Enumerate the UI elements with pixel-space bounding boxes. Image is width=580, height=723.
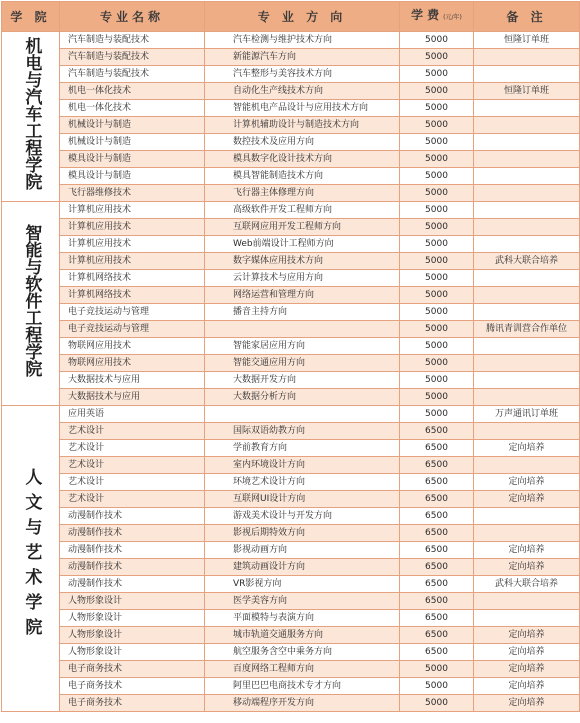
- header-fee: [400, 2, 474, 32]
- note-cell: [474, 117, 580, 134]
- table-header-row: [2, 2, 580, 32]
- dir-cell: 智能家居应用方向: [205, 338, 400, 355]
- table-row: [2, 287, 580, 304]
- fee-cell: 5000: [400, 66, 474, 83]
- fee-cell: 6500: [400, 525, 474, 542]
- table-row: [2, 542, 580, 559]
- fee-cell: 5000: [400, 202, 474, 219]
- major-cell: 机械设计与制造: [60, 134, 205, 151]
- fee-cell: 6500: [400, 610, 474, 627]
- major-cell: 计算机应用技术: [60, 219, 205, 236]
- table-row: [2, 406, 580, 423]
- major-cell: 计算机应用技术: [60, 236, 205, 253]
- dir-cell: 国际双语幼教方向: [205, 423, 400, 440]
- major-cell: 电子竞技运动与管理: [60, 304, 205, 321]
- table-row: [2, 338, 580, 355]
- table-row: [2, 389, 580, 406]
- note-cell: [474, 202, 580, 219]
- dir-cell: 移动端程序开发方向: [205, 695, 400, 712]
- major-cell: 艺术设计: [60, 474, 205, 491]
- dir-cell: 云计算技术与应用方向: [205, 270, 400, 287]
- note-cell: 恒隆订单班: [474, 32, 580, 49]
- major-cell: 模具设计与制造: [60, 168, 205, 185]
- table-body: [2, 32, 580, 712]
- note-cell: 定向培养: [474, 678, 580, 695]
- table-row: [2, 474, 580, 491]
- table-row: [2, 321, 580, 338]
- note-cell: [474, 287, 580, 304]
- major-cell: 电子商务技术: [60, 661, 205, 678]
- college-name: 人文与艺术学院: [21, 468, 42, 643]
- table-row: [2, 49, 580, 66]
- header-fee-unit: (元/年): [443, 14, 462, 21]
- dir-cell: 阿里巴巴电商技术专才方向: [205, 678, 400, 695]
- fee-cell: 5000: [400, 185, 474, 202]
- table-row: [2, 253, 580, 270]
- note-cell: [474, 423, 580, 440]
- table-row: [2, 151, 580, 168]
- note-cell: [474, 270, 580, 287]
- note-cell: 定向培养: [474, 440, 580, 457]
- table-row: [2, 661, 580, 678]
- dir-cell: VR影视方向: [205, 576, 400, 593]
- major-cell: 应用英语: [60, 406, 205, 423]
- major-cell: 艺术设计: [60, 457, 205, 474]
- dir-cell: [205, 406, 400, 423]
- dir-cell: 影视动画方向: [205, 542, 400, 559]
- fee-cell: 5000: [400, 49, 474, 66]
- fee-cell: 6500: [400, 457, 474, 474]
- major-cell: 艺术设计: [60, 440, 205, 457]
- fee-cell: 5000: [400, 287, 474, 304]
- note-cell: 定向培养: [474, 491, 580, 508]
- dir-cell: 互联网应用开发工程师方向: [205, 219, 400, 236]
- dir-cell: 环境艺术设计方向: [205, 474, 400, 491]
- fee-cell: 6500: [400, 627, 474, 644]
- table-row: [2, 559, 580, 576]
- major-cell: 人物形象设计: [60, 610, 205, 627]
- major-cell: 动漫制作技术: [60, 559, 205, 576]
- note-cell: [474, 355, 580, 372]
- table-row: [2, 457, 580, 474]
- fee-cell: 5000: [400, 304, 474, 321]
- table-row: [2, 117, 580, 134]
- note-cell: [474, 610, 580, 627]
- fee-cell: 5000: [400, 321, 474, 338]
- major-cell: 计算机应用技术: [60, 202, 205, 219]
- dir-cell: 学前教育方向: [205, 440, 400, 457]
- major-cell: 动漫制作技术: [60, 525, 205, 542]
- note-cell: 武科大联合培养: [474, 576, 580, 593]
- major-cell: 人物形象设计: [60, 644, 205, 661]
- dir-cell: 计算机辅助设计与制造技术方向: [205, 117, 400, 134]
- major-cell: 艺术设计: [60, 423, 205, 440]
- major-cell: 机电一体化技术: [60, 83, 205, 100]
- dir-cell: 网络运营和管理方向: [205, 287, 400, 304]
- fee-cell: 6500: [400, 491, 474, 508]
- dir-cell: 智能机电产品设计与应用技术方向: [205, 100, 400, 117]
- fee-cell: 5000: [400, 678, 474, 695]
- fee-cell: 6500: [400, 423, 474, 440]
- major-cell: 计算机网络技术: [60, 270, 205, 287]
- fee-cell: 6500: [400, 593, 474, 610]
- college-name: 机电与汽车工程学院: [21, 37, 42, 190]
- dir-cell: 高级软件开发工程师方向: [205, 202, 400, 219]
- dir-cell: 数控技术及应用方向: [205, 134, 400, 151]
- header-fee-label: 学费: [411, 8, 444, 22]
- fee-cell: 5000: [400, 661, 474, 678]
- fee-cell: 6500: [400, 576, 474, 593]
- dir-cell: 平面模特与表演方向: [205, 610, 400, 627]
- fee-cell: 5000: [400, 219, 474, 236]
- dir-cell: 游戏美术设计与开发方向: [205, 508, 400, 525]
- note-cell: [474, 100, 580, 117]
- fee-cell: 6500: [400, 474, 474, 491]
- college-name: 智能与软件工程学院: [21, 224, 42, 377]
- table-row: [2, 423, 580, 440]
- note-cell: [474, 457, 580, 474]
- note-cell: 定向培养: [474, 559, 580, 576]
- major-cell: 物联网应用技术: [60, 355, 205, 372]
- fee-cell: 6500: [400, 508, 474, 525]
- college-name-cell: [2, 202, 60, 406]
- table-row: [2, 168, 580, 185]
- major-cell: 电子商务技术: [60, 695, 205, 712]
- fee-cell: 5000: [400, 134, 474, 151]
- dir-cell: 模具智能制造技术方向: [205, 168, 400, 185]
- table-row: [2, 100, 580, 117]
- fee-cell: 5000: [400, 372, 474, 389]
- dir-cell: 自动化生产线技术方向: [205, 83, 400, 100]
- note-cell: 定向培养: [474, 644, 580, 661]
- note-cell: 定向培养: [474, 695, 580, 712]
- note-cell: 恒隆订单班: [474, 83, 580, 100]
- note-cell: [474, 168, 580, 185]
- table-row: [2, 695, 580, 712]
- table-row: [2, 610, 580, 627]
- major-cell: 机械设计与制造: [60, 117, 205, 134]
- table-row: [2, 627, 580, 644]
- fee-cell: 5000: [400, 406, 474, 423]
- fee-cell: 5000: [400, 168, 474, 185]
- major-cell: 电子竞技运动与管理: [60, 321, 205, 338]
- major-cell: 大数据技术与应用: [60, 372, 205, 389]
- note-cell: [474, 372, 580, 389]
- fee-cell: 6500: [400, 440, 474, 457]
- note-cell: [474, 304, 580, 321]
- header-note: 备 注: [474, 2, 580, 32]
- dir-cell: 智能交通应用方向: [205, 355, 400, 372]
- note-cell: [474, 151, 580, 168]
- fee-cell: 5000: [400, 83, 474, 100]
- note-cell: 定向培养: [474, 542, 580, 559]
- dir-cell: 模具数字化设计技术方向: [205, 151, 400, 168]
- major-cell: 计算机应用技术: [60, 253, 205, 270]
- major-tuition-table: [1, 1, 580, 712]
- note-cell: 武科大联合培养: [474, 253, 580, 270]
- dir-cell: 汽车检测与维护技术方向: [205, 32, 400, 49]
- tuition-table-page: [0, 1, 580, 723]
- major-cell: 机电一体化技术: [60, 100, 205, 117]
- dir-cell: 播音主持方向: [205, 304, 400, 321]
- fee-cell: 6500: [400, 559, 474, 576]
- major-cell: 人物形象设计: [60, 593, 205, 610]
- dir-cell: 医学美容方向: [205, 593, 400, 610]
- note-cell: [474, 338, 580, 355]
- table-row: [2, 236, 580, 253]
- note-cell: [474, 236, 580, 253]
- fee-cell: 5000: [400, 355, 474, 372]
- fee-cell: 6500: [400, 644, 474, 661]
- major-cell: 人物形象设计: [60, 627, 205, 644]
- table-row: [2, 32, 580, 49]
- table-row: [2, 304, 580, 321]
- dir-cell: 新能源汽车方向: [205, 49, 400, 66]
- note-cell: [474, 389, 580, 406]
- note-cell: [474, 593, 580, 610]
- fee-cell: 5000: [400, 253, 474, 270]
- table-row: [2, 134, 580, 151]
- dir-cell: 室内环境设计方向: [205, 457, 400, 474]
- note-cell: [474, 134, 580, 151]
- major-cell: 物联网应用技术: [60, 338, 205, 355]
- major-cell: 动漫制作技术: [60, 508, 205, 525]
- major-cell: 动漫制作技术: [60, 542, 205, 559]
- major-cell: 模具设计与制造: [60, 151, 205, 168]
- major-cell: 电子商务技术: [60, 678, 205, 695]
- fee-cell: 5000: [400, 695, 474, 712]
- college-name-cell: [2, 32, 60, 202]
- note-cell: [474, 219, 580, 236]
- dir-cell: 城市轨道交通服务方向: [205, 627, 400, 644]
- table-row: [2, 270, 580, 287]
- table-row: [2, 372, 580, 389]
- major-cell: 飞行器维修技术: [60, 185, 205, 202]
- header-major: 专业名称: [60, 2, 205, 32]
- note-cell: 万声通讯订单班: [474, 406, 580, 423]
- dir-cell: 百度网络工程师方向: [205, 661, 400, 678]
- table-row: [2, 525, 580, 542]
- dir-cell: [205, 321, 400, 338]
- note-cell: [474, 525, 580, 542]
- major-cell: 计算机网络技术: [60, 287, 205, 304]
- dir-cell: 建筑动画设计方向: [205, 559, 400, 576]
- table-row: [2, 202, 580, 219]
- college-name-cell: [2, 406, 60, 712]
- fee-cell: 6500: [400, 542, 474, 559]
- major-cell: 艺术设计: [60, 491, 205, 508]
- dir-cell: 互联网UI设计方向: [205, 491, 400, 508]
- table-row: [2, 644, 580, 661]
- table-row: [2, 83, 580, 100]
- dir-cell: 数字媒体应用技术方向: [205, 253, 400, 270]
- fee-cell: 5000: [400, 117, 474, 134]
- note-cell: [474, 185, 580, 202]
- fee-cell: 5000: [400, 270, 474, 287]
- major-cell: 汽车制造与装配技术: [60, 32, 205, 49]
- note-cell: 定向培养: [474, 474, 580, 491]
- note-cell: [474, 66, 580, 83]
- major-cell: 汽车制造与装配技术: [60, 49, 205, 66]
- note-cell: 定向培养: [474, 627, 580, 644]
- major-cell: 汽车制造与装配技术: [60, 66, 205, 83]
- table-row: [2, 355, 580, 372]
- fee-cell: 5000: [400, 32, 474, 49]
- dir-cell: 大数据开发方向: [205, 372, 400, 389]
- dir-cell: 大数据分析方向: [205, 389, 400, 406]
- fee-cell: 5000: [400, 100, 474, 117]
- table-row: [2, 576, 580, 593]
- fee-cell: 5000: [400, 338, 474, 355]
- table-row: [2, 66, 580, 83]
- fee-cell: 5000: [400, 236, 474, 253]
- fee-cell: 5000: [400, 151, 474, 168]
- table-row: [2, 491, 580, 508]
- table-row: [2, 678, 580, 695]
- note-cell: 定向培养: [474, 661, 580, 678]
- table-row: [2, 508, 580, 525]
- dir-cell: 影视后期特效方向: [205, 525, 400, 542]
- table-row: [2, 185, 580, 202]
- header-direction: 专 业 方 向: [205, 2, 400, 32]
- table-row: [2, 219, 580, 236]
- dir-cell: Web前端设计工程师方向: [205, 236, 400, 253]
- dir-cell: 航空服务含空中乘务方向: [205, 644, 400, 661]
- note-cell: 腾讯青训营合作单位: [474, 321, 580, 338]
- table-row: [2, 593, 580, 610]
- note-cell: [474, 508, 580, 525]
- dir-cell: 飞行器主体修理方向: [205, 185, 400, 202]
- fee-cell: 5000: [400, 389, 474, 406]
- note-cell: [474, 49, 580, 66]
- header-college: 学 院: [2, 2, 60, 32]
- dir-cell: 汽车整形与美容技术方向: [205, 66, 400, 83]
- table-row: [2, 440, 580, 457]
- major-cell: 动漫制作技术: [60, 576, 205, 593]
- major-cell: 大数据技术与应用: [60, 389, 205, 406]
